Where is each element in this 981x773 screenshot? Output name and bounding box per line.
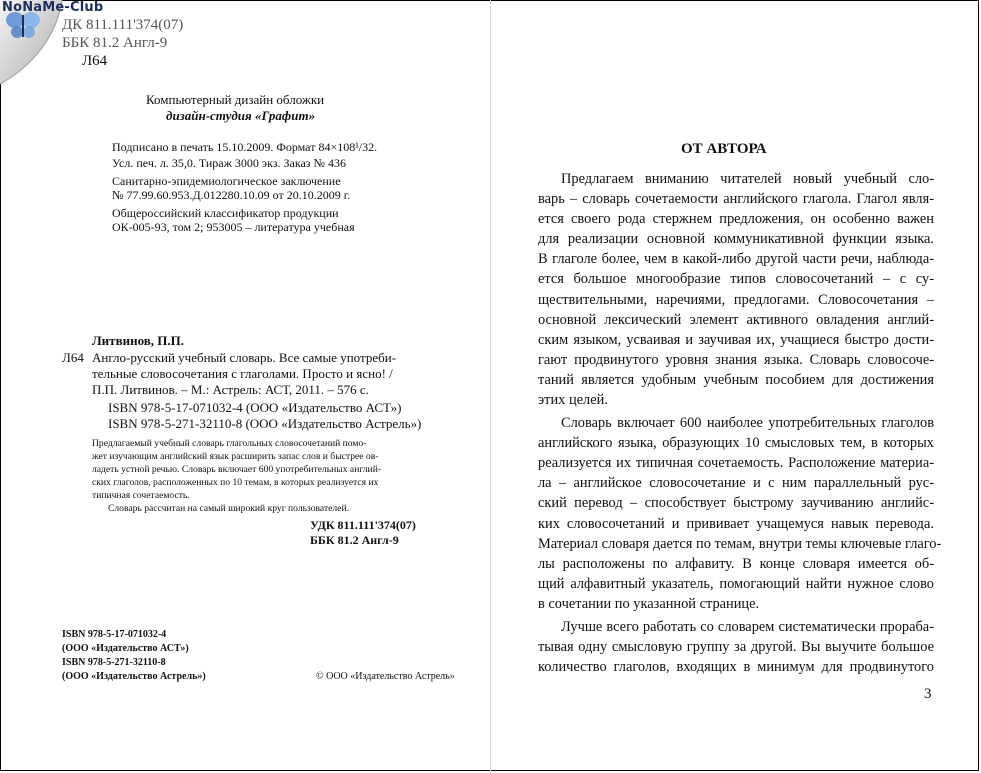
paragraph-line: щий алфавитный указатель, помогающий найти нужное слово [538,575,934,592]
paragraph-line: гают продвинутого уровня знания языка. Словарь словосоче- [538,351,934,368]
classifier-line: ОК-005-93, том 2; 953005 – литература учебная [112,220,355,234]
paragraph-line: ским языком, усваивая и заучивая их, учащиеся быстро дости- [538,331,934,348]
paragraph-line: ких словосочетаний и прививает учащемуся навык перевода. [538,515,934,532]
watermark-text: NoNaMe-Club [2,0,104,15]
paragraph-line: Словарь включает 600 наиболее употребительных глаголов [561,415,934,432]
annotation-line: ладеть устной речью. Словарь включает 600 употребительных англий- [92,464,382,475]
cover-design-line: Компьютерный дизайн обложки [146,92,325,107]
paragraph-line: этих целей. [538,391,608,408]
bbk-code: ББК 81.2 Англ-9 [310,533,399,547]
paragraph-line: ется большое многообразие типов словосочетаний – с су- [538,271,934,288]
paragraph-line: варь – словарь сочетаемости английского глагола. Глагол явля- [538,191,934,208]
paragraph-line: ла – английское словосочетание и с ним параллельный рус- [538,475,934,492]
classifier-line: Общероссийский классификатор продукции [112,206,339,220]
paragraph-line: Материал словаря дается по темам, внутри темы ключевые глаго- [538,535,942,552]
catalog-code: Л64 [62,350,84,365]
paragraph-line: В глаголе более, чем в какой-либо другой части речи, наблюда- [538,251,934,268]
catalog-line: тельные словосочетания с глаголами. Просто и ясно! / [92,366,393,381]
paragraph-line: Предлагаем вниманию читателей новый учебный сло- [561,171,934,187]
paragraph-line: лы расположены по алфавиту. В конце словаря имеется об- [538,555,934,572]
paragraph-line: ществительными, наречиями, предлогами. Словосочетания – [538,291,934,308]
cover-design-studio: дизайн-студия «Графит» [166,108,316,123]
page-number: 3 [924,686,932,702]
sanitary-line: № 77.99.60.953.Д.012280.10.09 от 20.10.2009 г. [112,188,351,202]
author-name: Литвинов, П.П. [92,333,184,348]
paragraph-line: таний является удобным учебным пособием для достижения [538,371,934,388]
paragraph-line: основной лексический элемент активного овладения англий- [538,311,934,328]
annotation-line: ских глаголов, расположенных по 10 темам, в которых реализуется их [92,477,379,488]
annotation-line: Словарь рассчитан на самый широкий круг пользователей. [108,503,349,514]
paragraph-line: для реализации основной коммуникативной функции языка. [538,231,934,248]
isbn-bottom-line: ISBN 978-5-17-071032-4 [62,629,167,640]
udk-code: УДК 811.111'374(07) [310,518,416,532]
print-info-line: Подписано в печать 15.10.2009. Формат 84×108¹/32. [112,140,378,154]
bbk-top: ББК 81.2 Англ-9 [62,35,168,51]
section-heading: ОТ АВТОРА [681,141,767,157]
isbn-bottom-line: (ООО «Издательство Астрель») [62,671,206,682]
paragraph-line: Лучше всего работать со словарем систематически прораба- [561,619,934,636]
catalog-line: П.П. Литвинов. – М.: Астрель: АСТ, 2011. – 576 с. [92,382,369,397]
isbn-catalog-line: ISBN 978-5-17-071032-4 (ООО «Издательство АСТ») [108,400,402,415]
isbn-catalog-line: ISBN 978-5-271-32110-8 (ООО «Издательство Астрель») [108,416,422,431]
book-spine [490,0,491,773]
annotation-line: типичная сочетаемость. [92,490,190,501]
paragraph-line: в сочетании по указанной странице. [538,595,760,612]
paragraph-line: тывая одну смысловую группу за другой. Вы выучите большое [538,639,934,656]
print-info-line: Усл. печ. л. 35,0. Тираж 3000 экз. Заказ № 436 [112,156,346,170]
isbn-bottom-line: (ООО «Издательство АСТ») [62,643,189,654]
udk-top: ДК 811.111'374(07) [62,17,184,33]
paragraph-line: количество глаголов, входящих в минимум для продвинутого [538,659,934,676]
annotation-line: жет изучающим английский язык расширить запас слов и быстрее ов- [92,451,379,462]
sanitary-line: Санитарно-эпидемиологическое заключение [112,174,341,188]
copyright: © ООО «Издательство Астрель» [316,671,455,682]
paragraph-line: реализуется их типичная сочетаемость. Расположение материа- [538,455,934,472]
paragraph-line: ский перевод – способствует быстрому заучиванию английс- [538,495,934,512]
code-top: Л64 [82,53,108,69]
annotation-line: Предлагаемый учебный словарь глагольных словосочетаний помо- [92,438,367,449]
isbn-bottom-line: ISBN 978-5-271-32110-8 [62,657,166,668]
catalog-line: Англо-русский учебный словарь. Все самые употреби- [92,350,397,365]
paragraph-line: английского языка, образующих 10 смысловых тем, в которых [538,435,934,452]
paragraph-line: ется своего рода стержнем предложения, он особенно важен [538,211,934,228]
